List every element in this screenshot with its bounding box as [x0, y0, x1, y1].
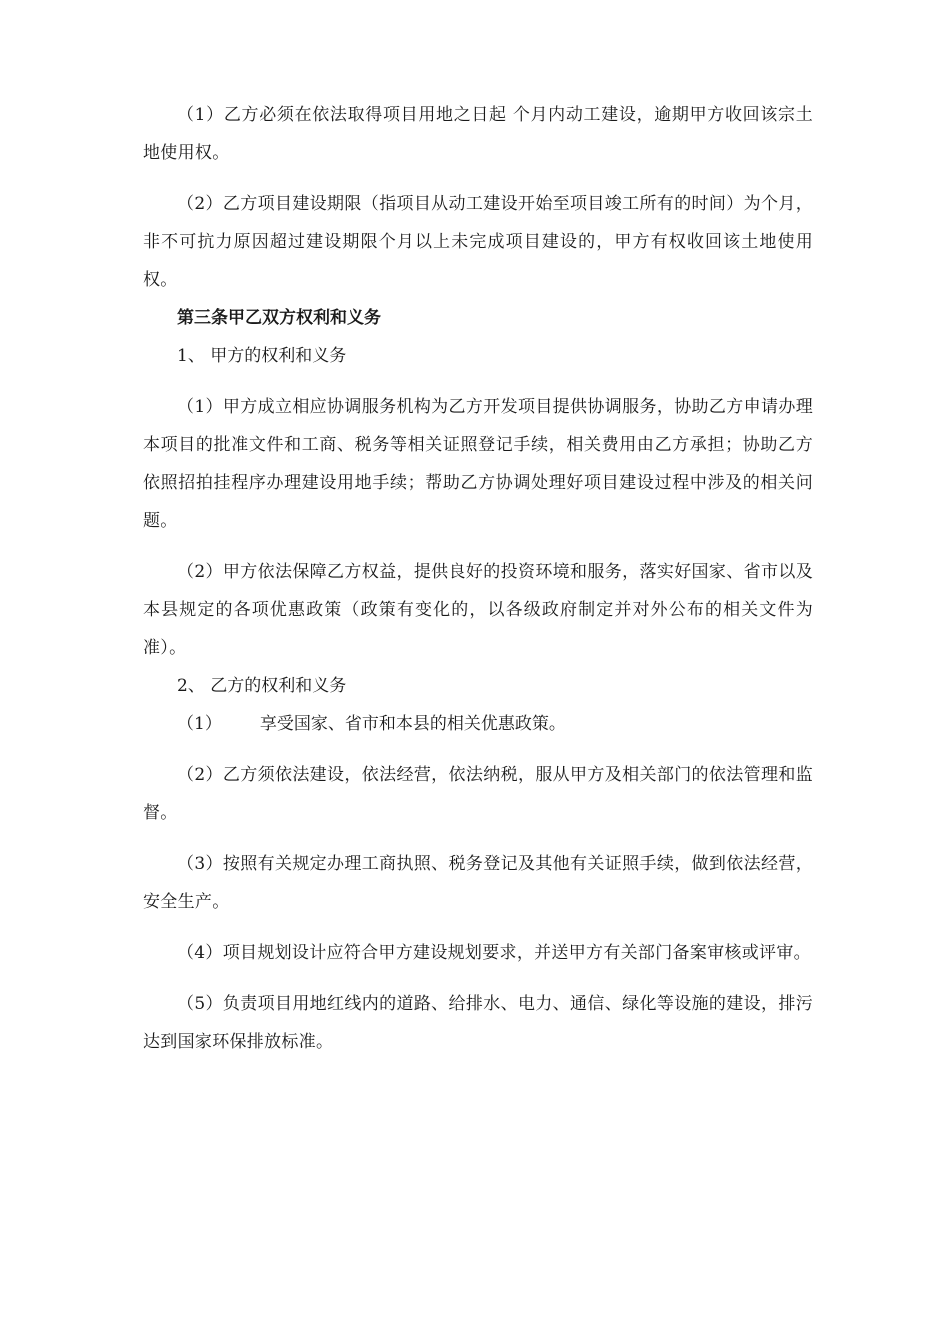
paragraph-construction-period: （2）乙方项目建设期限（指项目从动工建设开始至项目竣工所有的时间）为个月，非不可抗力原因超过建设期限个月以上未完成项目建设的，甲方有权收回该土地使用权。: [143, 194, 813, 290]
party-b-item-1-text: 享受国家、省市和本县的相关优惠政策。: [259, 714, 566, 734]
article-3-heading: 第三条甲乙双方权利和义务: [177, 308, 381, 328]
party-a-item-2: （2）甲方依法保障乙方权益，提供良好的投资环境和服务，落实好国家、省市以及本县规定的各项优惠政策（政策有变化的，以各级政府制定并对外公布的相关文件为准）。: [143, 562, 813, 658]
document-page: [143, 96, 813, 1061]
party-a-item-1: （1）甲方成立相应协调服务机构为乙方开发项目提供协调服务，协助乙方申请办理本项目的批准文件和工商、税务等相关证照登记手续，相关费用由乙方承担；协助乙方依照招拍挂程序办理建设用地手续；帮助乙方协调处理好项目建设过程中涉及的相关问题。: [143, 397, 813, 531]
paragraph-construction-start: （1）乙方必须在依法取得项目用地之日起 个月内动工建设，逾期甲方收回该宗土地使用权。: [143, 105, 813, 163]
party-b-item-1-number: （1）: [177, 714, 222, 734]
party-b-section-heading: 2、 乙方的权利和义务: [177, 676, 347, 696]
party-b-item-5: （5）负责项目用地红线内的道路、给排水、电力、通信、绿化等设施的建设，排污达到国家环保排放标准。: [143, 994, 813, 1052]
party-b-item-2: （2）乙方须依法建设，依法经营，依法纳税，服从甲方及相关部门的依法管理和监督。: [143, 765, 813, 823]
party-a-section-heading: 1、 甲方的权利和义务: [177, 346, 347, 366]
party-b-item-3: （3）按照有关规定办理工商执照、税务登记及其他有关证照手续，做到依法经营，安全生产。: [143, 854, 813, 912]
party-b-item-1: [143, 705, 813, 743]
party-b-item-4: （4）项目规划设计应符合甲方建设规划要求，并送甲方有关部门备案审核或评审。: [177, 943, 811, 963]
